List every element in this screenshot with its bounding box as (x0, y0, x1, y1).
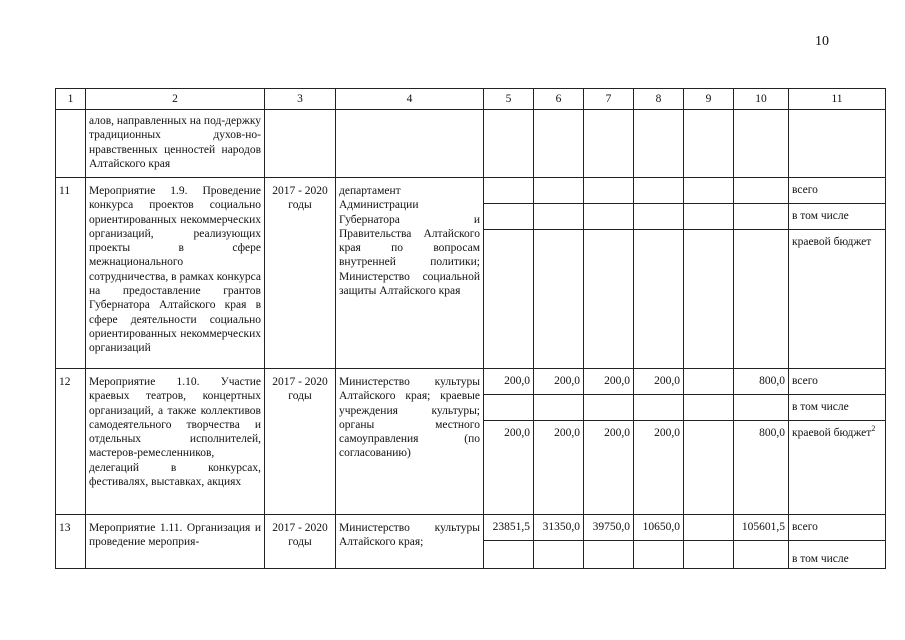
value-cell (584, 395, 634, 421)
value-cell (484, 204, 534, 230)
value-cell: 200,0 (634, 369, 684, 395)
executor-cell: Министерство культуры Алтайского края; краевые учреждения культуры; органы местного самоуправления (по согласованию) (336, 369, 484, 515)
value-cell: 10650,0 (634, 515, 684, 541)
header-cell: 11 (789, 89, 886, 110)
header-cell: 8 (634, 89, 684, 110)
period-cell: 2017 - 2020 годы (265, 515, 336, 569)
executor-cell: департамент Администрации Губернатора и Правительства Алтайского края по вопросам внутренней политики; Министерство социальной защиты Алтайского края (336, 178, 484, 369)
period-cell: 2017 - 2020 годы (265, 369, 336, 515)
value-cell (534, 230, 584, 369)
table-row (56, 178, 886, 204)
activity-name: Мероприятие 1.11. Организация и проведение мероприя- (86, 515, 265, 569)
value-cell (484, 395, 534, 421)
row-number: 12 (56, 369, 86, 515)
funding-label: краевой бюджет (789, 230, 886, 369)
value-cell (584, 541, 634, 569)
value-cell: 200,0 (484, 421, 534, 515)
value-cell (684, 230, 734, 369)
period-cell: 2017 - 2020 годы (265, 178, 336, 369)
footnote-mark: 2 (871, 424, 876, 434)
value-cell: 200,0 (484, 369, 534, 395)
value-cell (534, 204, 584, 230)
funding-label: краевой бюджет (792, 427, 872, 439)
value-cell (484, 178, 534, 204)
program-activities-table (55, 88, 886, 569)
funding-label: всего (789, 369, 886, 395)
table-row (56, 515, 886, 541)
value-cell (584, 204, 634, 230)
header-cell: 1 (56, 89, 86, 110)
value-cell: 200,0 (534, 421, 584, 515)
value-cell: 23851,5 (484, 515, 534, 541)
value-cell (684, 178, 734, 204)
row-number: 11 (56, 178, 86, 369)
value-cell (734, 395, 789, 421)
value-cell (684, 515, 734, 541)
header-cell: 6 (534, 89, 584, 110)
value-cell: 200,0 (634, 421, 684, 515)
header-cell: 9 (684, 89, 734, 110)
funding-label: всего (789, 178, 886, 204)
value-cell: 800,0 (734, 421, 789, 515)
continuation-name-cell: алов, направленных на под-держку традиционных духов-но-нравственных ценностей народов Алтайского края (86, 110, 265, 178)
value-cell (684, 395, 734, 421)
executor-cell: Министерство культуры Алтайского края; (336, 515, 484, 569)
funding-label: в том числе (789, 204, 886, 230)
value-cell (484, 541, 534, 569)
header-cell: 3 (265, 89, 336, 110)
funding-label-cell (789, 421, 886, 515)
value-cell (584, 230, 634, 369)
header-cell: 2 (86, 89, 265, 110)
header-row (56, 89, 886, 110)
value-cell (734, 541, 789, 569)
header-cell: 5 (484, 89, 534, 110)
value-cell: 200,0 (584, 369, 634, 395)
continuation-row (56, 110, 886, 178)
value-cell (684, 369, 734, 395)
value-cell (684, 204, 734, 230)
value-cell: 105601,5 (734, 515, 789, 541)
value-cell (534, 395, 584, 421)
value-cell: 31350,0 (534, 515, 584, 541)
value-cell: 800,0 (734, 369, 789, 395)
value-cell (734, 178, 789, 204)
value-cell (634, 230, 684, 369)
value-cell (634, 541, 684, 569)
value-cell (484, 230, 534, 369)
value-cell (734, 230, 789, 369)
activity-name: Мероприятие 1.10. Участие краевых театров, концертных организаций, а также коллективов самодеятельного творчества и отдельных исполнителей, мастеров-ремесленников, делегаций в конкурсах, фестивалях, выставках, акциях (86, 369, 265, 515)
activity-name: Мероприятие 1.9. Проведение конкурса проектов социально ориентированных некоммерческих организаций, реализующих проекты в сфере межнационального сотрудничества, в рамках конкурса на предоставление грантов Губернатора Алтайского края в сфере деятельности социально ориентированных некоммерческих организаций (86, 178, 265, 369)
funding-label: в том числе (789, 395, 886, 421)
value-cell: 39750,0 (584, 515, 634, 541)
value-cell (684, 421, 734, 515)
value-cell (534, 178, 584, 204)
value-cell (534, 541, 584, 569)
table-row (56, 369, 886, 395)
value-cell: 200,0 (584, 421, 634, 515)
row-number: 13 (56, 515, 86, 569)
page-number: 10 (815, 34, 829, 49)
value-cell (684, 541, 734, 569)
value-cell (734, 204, 789, 230)
funding-label: в том числе (789, 541, 886, 569)
value-cell (634, 395, 684, 421)
value-cell: 200,0 (534, 369, 584, 395)
header-cell: 7 (584, 89, 634, 110)
header-cell: 10 (734, 89, 789, 110)
funding-label: всего (789, 515, 886, 541)
value-cell (584, 178, 634, 204)
value-cell (634, 178, 684, 204)
value-cell (634, 204, 684, 230)
header-cell: 4 (336, 89, 484, 110)
